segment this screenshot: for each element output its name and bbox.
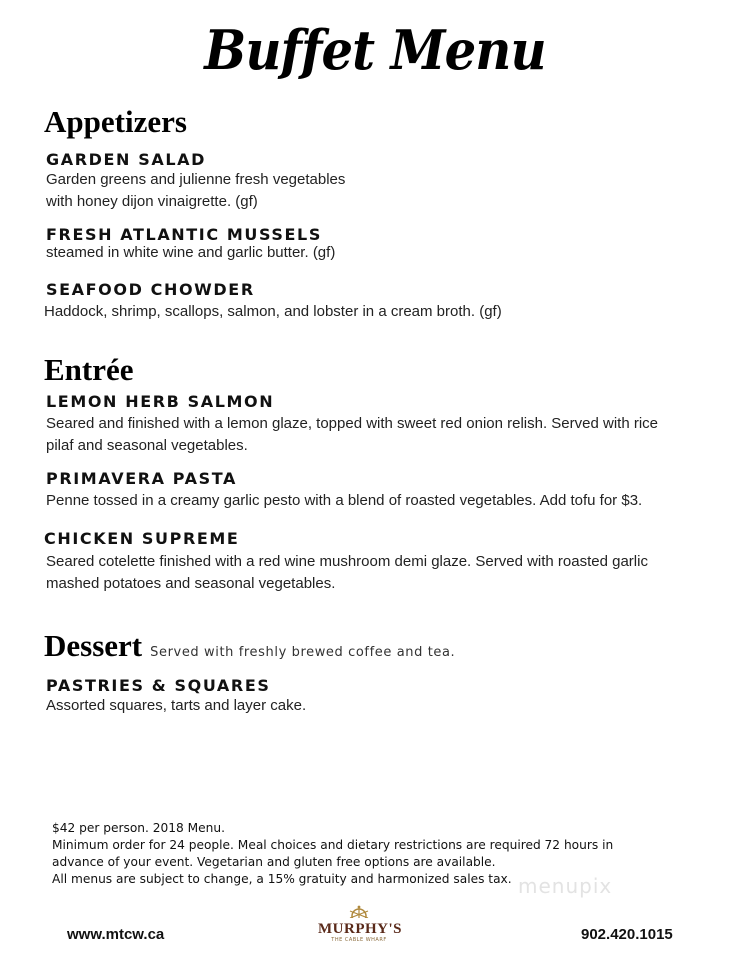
description-line: steamed in white wine and garlic butter. (gf) xyxy=(46,244,336,261)
page-title: Buffet Menu xyxy=(204,18,546,82)
section-heading-appetizers xyxy=(44,104,187,140)
menu-item-description xyxy=(46,413,658,457)
menu-item-name: SEAFOOD CHOWDER xyxy=(46,280,255,299)
menu-item-description xyxy=(46,169,345,213)
menu-item-description xyxy=(46,551,648,595)
menu-item-name: GARDEN SALAD xyxy=(46,150,206,169)
description-line: pilaf and seasonal vegetables. xyxy=(46,437,248,454)
menu-item-name: CHICKEN SUPREME xyxy=(44,529,240,548)
footer-note-line: Minimum order for 24 people. Meal choices and dietary restrictions are required 72 hours in xyxy=(52,838,614,852)
menu-item-name: LEMON HERB SALMON xyxy=(46,392,275,411)
section-heading-dessert xyxy=(44,628,455,664)
footer-note-line: All menus are subject to change, a 15% gratuity and harmonized sales tax. xyxy=(52,872,512,886)
description-line: Seared and finished with a lemon glaze, topped with sweet red onion relish. Served with rice xyxy=(46,415,659,432)
menu-item-name: PASTRIES & SQUARES xyxy=(46,676,271,695)
ship-wheel-icon xyxy=(339,904,379,918)
description-line: with honey dijon vinaigrette. (gf) xyxy=(46,193,258,210)
logo-tagline: THE CABLE WHARF xyxy=(331,937,387,943)
logo-name: MURPHY'S xyxy=(318,921,402,937)
watermark: menupix xyxy=(518,874,613,898)
menu-item-description xyxy=(44,301,502,323)
description-line: Assorted squares, tarts and layer cake. xyxy=(46,697,307,714)
menu-item-description xyxy=(46,242,335,264)
menu-item-description xyxy=(46,695,306,717)
description-line: Penne tossed in a creamy garlic pesto with a blend of roasted vegetables. Add tofu for $3. xyxy=(46,492,643,509)
phone-number[interactable]: 902.420.1015 xyxy=(581,926,673,943)
description-line: mashed potatoes and seasonal vegetables. xyxy=(46,575,336,592)
section-heading-entree xyxy=(44,352,134,388)
description-line: Garden greens and julienne fresh vegetables xyxy=(46,171,346,188)
footer-note-line: advance of your event. Vegetarian and gluten free options are available. xyxy=(52,855,496,869)
dessert-note: Served with freshly brewed coffee and tea. xyxy=(150,645,456,660)
section-heading-label: Entrée xyxy=(44,352,134,387)
murphys-logo xyxy=(318,903,400,943)
menu-item-description xyxy=(46,490,642,512)
menu-item-name: PRIMAVERA PASTA xyxy=(46,469,238,488)
section-heading-label: Dessert xyxy=(44,628,143,663)
footer-note-line: $42 per person. 2018 Menu. xyxy=(52,821,226,835)
website-link[interactable]: www.mtcw.ca xyxy=(67,926,165,943)
description-line: Haddock, shrimp, scallops, salmon, and lobster in a cream broth. (gf) xyxy=(44,303,502,320)
description-line: Seared cotelette finished with a red wine mushroom demi glaze. Served with roasted garlic xyxy=(46,553,648,570)
section-heading-label: Appetizers xyxy=(44,104,187,139)
menu-item-name: FRESH ATLANTIC MUSSELS xyxy=(46,225,322,244)
